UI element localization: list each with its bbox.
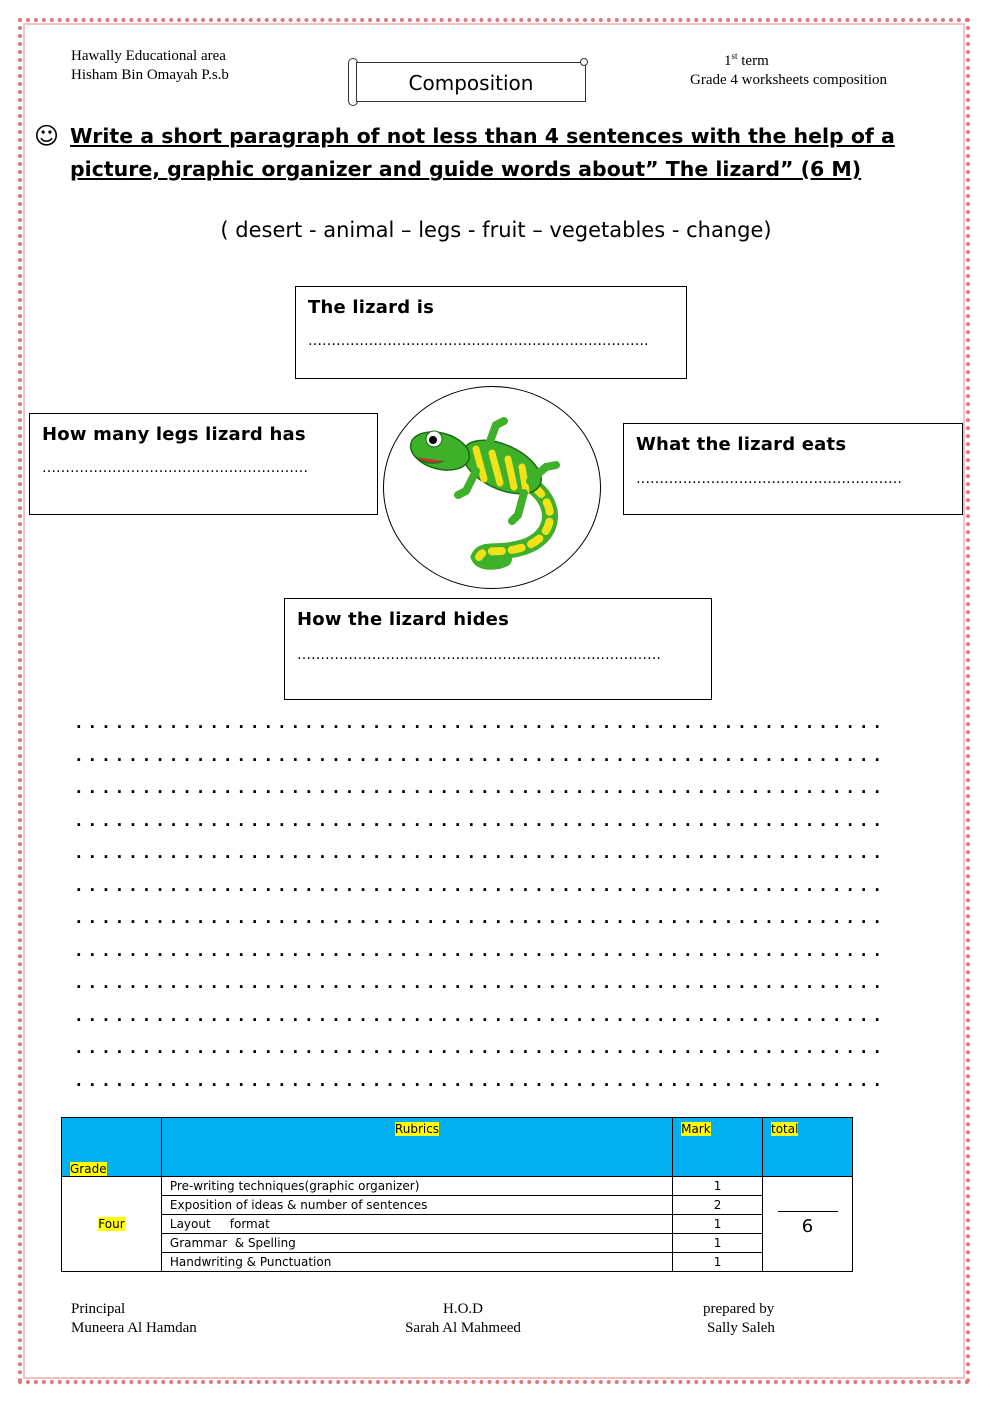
writing-line[interactable]: ............................................................ bbox=[74, 908, 886, 927]
mark-cell: 1 bbox=[673, 1253, 763, 1272]
writing-line[interactable]: ............................................................ bbox=[74, 1070, 886, 1090]
table-row bbox=[62, 1253, 853, 1272]
term-info bbox=[690, 47, 887, 90]
table-row bbox=[62, 1234, 853, 1253]
mark-cell: 1 bbox=[673, 1234, 763, 1253]
criterion-cell: Pre-writing techniques(graphic organizer) bbox=[161, 1177, 672, 1196]
footer-prepared bbox=[703, 1300, 775, 1338]
picture-circle bbox=[383, 386, 601, 589]
term-suffix: st bbox=[731, 51, 738, 61]
worksheet-title: Composition bbox=[356, 62, 586, 102]
organizer-left-title: How many legs lizard has bbox=[42, 424, 306, 445]
organizer-box-left[interactable] bbox=[29, 413, 378, 515]
hod-role: H.O.D bbox=[443, 1301, 483, 1317]
writing-line[interactable]: ............................................................ bbox=[74, 778, 886, 797]
organizer-box-top[interactable] bbox=[295, 286, 687, 379]
writing-line[interactable]: ............................................................ bbox=[74, 713, 886, 732]
table-row bbox=[62, 1215, 853, 1234]
school-info bbox=[71, 47, 229, 85]
term-label bbox=[690, 47, 887, 71]
criterion-cell: Layout format bbox=[161, 1215, 672, 1234]
writing-line[interactable]: ............................................................ bbox=[74, 875, 886, 895]
criterion-cell: Handwriting & Punctuation bbox=[161, 1253, 672, 1272]
organizer-box-right[interactable] bbox=[623, 423, 963, 515]
writing-line[interactable]: ............................................................ bbox=[74, 843, 886, 862]
school-name: Hisham Bin Omayah P.s.b bbox=[71, 67, 229, 83]
instruction-line-1: Write a short paragraph of not less than 4 sentences with the help of a bbox=[70, 124, 895, 148]
rubric-header-row bbox=[62, 1118, 853, 1177]
scroll-roll-right bbox=[580, 58, 588, 66]
writing-line[interactable]: ............................................................ bbox=[74, 745, 886, 765]
mark-header: Mark bbox=[673, 1118, 763, 1177]
writing-line[interactable]: ............................................................ bbox=[74, 1005, 886, 1025]
organizer-right-answer-line: ………………………………………………… bbox=[636, 471, 902, 487]
organizer-top-answer-line: ………………………………………………………………. bbox=[308, 333, 649, 349]
rubric-table bbox=[61, 1117, 853, 1272]
criterion-cell: Grammar & Spelling bbox=[161, 1234, 672, 1253]
footer-hod bbox=[398, 1300, 528, 1338]
writing-area[interactable] bbox=[74, 713, 924, 1103]
writing-line[interactable]: ............................................................ bbox=[74, 973, 886, 992]
mark-cell: 1 bbox=[673, 1215, 763, 1234]
instruction bbox=[34, 120, 924, 186]
organizer-bottom-answer-line: …………………………………………………………………… bbox=[297, 647, 661, 663]
term-word: term bbox=[737, 53, 769, 69]
organizer-box-bottom[interactable] bbox=[284, 598, 712, 700]
grade-header: Grade bbox=[62, 1118, 162, 1177]
mark-cell: 1 bbox=[673, 1177, 763, 1196]
educational-area: Hawally Educational area bbox=[71, 48, 226, 64]
rubrics-header: Rubrics bbox=[161, 1118, 672, 1177]
organizer-top-title: The lizard is bbox=[308, 297, 435, 318]
title-scroll-banner bbox=[348, 58, 588, 106]
term-number: 1 bbox=[724, 53, 732, 69]
table-row bbox=[62, 1177, 853, 1196]
organizer-right-title: What the lizard eats bbox=[636, 434, 847, 455]
writing-line[interactable]: ............................................................ bbox=[74, 940, 886, 960]
total-cell bbox=[763, 1177, 853, 1272]
hod-name: Sarah Al Mahmeed bbox=[405, 1320, 521, 1336]
lizard-icon bbox=[384, 387, 602, 590]
total-header: total bbox=[763, 1118, 853, 1177]
prepared-role: prepared by bbox=[703, 1301, 775, 1317]
organizer-left-answer-line: ………………………………………………… bbox=[42, 460, 308, 476]
mark-cell: 2 bbox=[673, 1196, 763, 1215]
total-value: 6 bbox=[778, 1211, 838, 1237]
table-row bbox=[62, 1196, 853, 1215]
organizer-bottom-title: How the lizard hides bbox=[297, 609, 510, 630]
guide-words: ( desert - animal – legs - fruit – vegetables - change) bbox=[220, 218, 772, 242]
instruction-line-2: picture, graphic organizer and guide words about” The lizard” (6 M) bbox=[70, 157, 862, 181]
footer-principal bbox=[71, 1300, 197, 1338]
grade-worksheet-label: Grade 4 worksheets composition bbox=[690, 72, 888, 88]
prepared-name: Sally Saleh bbox=[707, 1320, 775, 1336]
principal-name: Muneera Al Hamdan bbox=[71, 1320, 197, 1336]
writing-line[interactable]: ............................................................ bbox=[74, 810, 886, 830]
smiley-icon: ☺ bbox=[34, 122, 60, 150]
writing-line[interactable]: ............................................................ bbox=[74, 1038, 886, 1057]
criterion-cell: Exposition of ideas & number of sentences bbox=[161, 1196, 672, 1215]
grade-cell: Four bbox=[62, 1177, 162, 1272]
principal-role: Principal bbox=[71, 1301, 126, 1317]
